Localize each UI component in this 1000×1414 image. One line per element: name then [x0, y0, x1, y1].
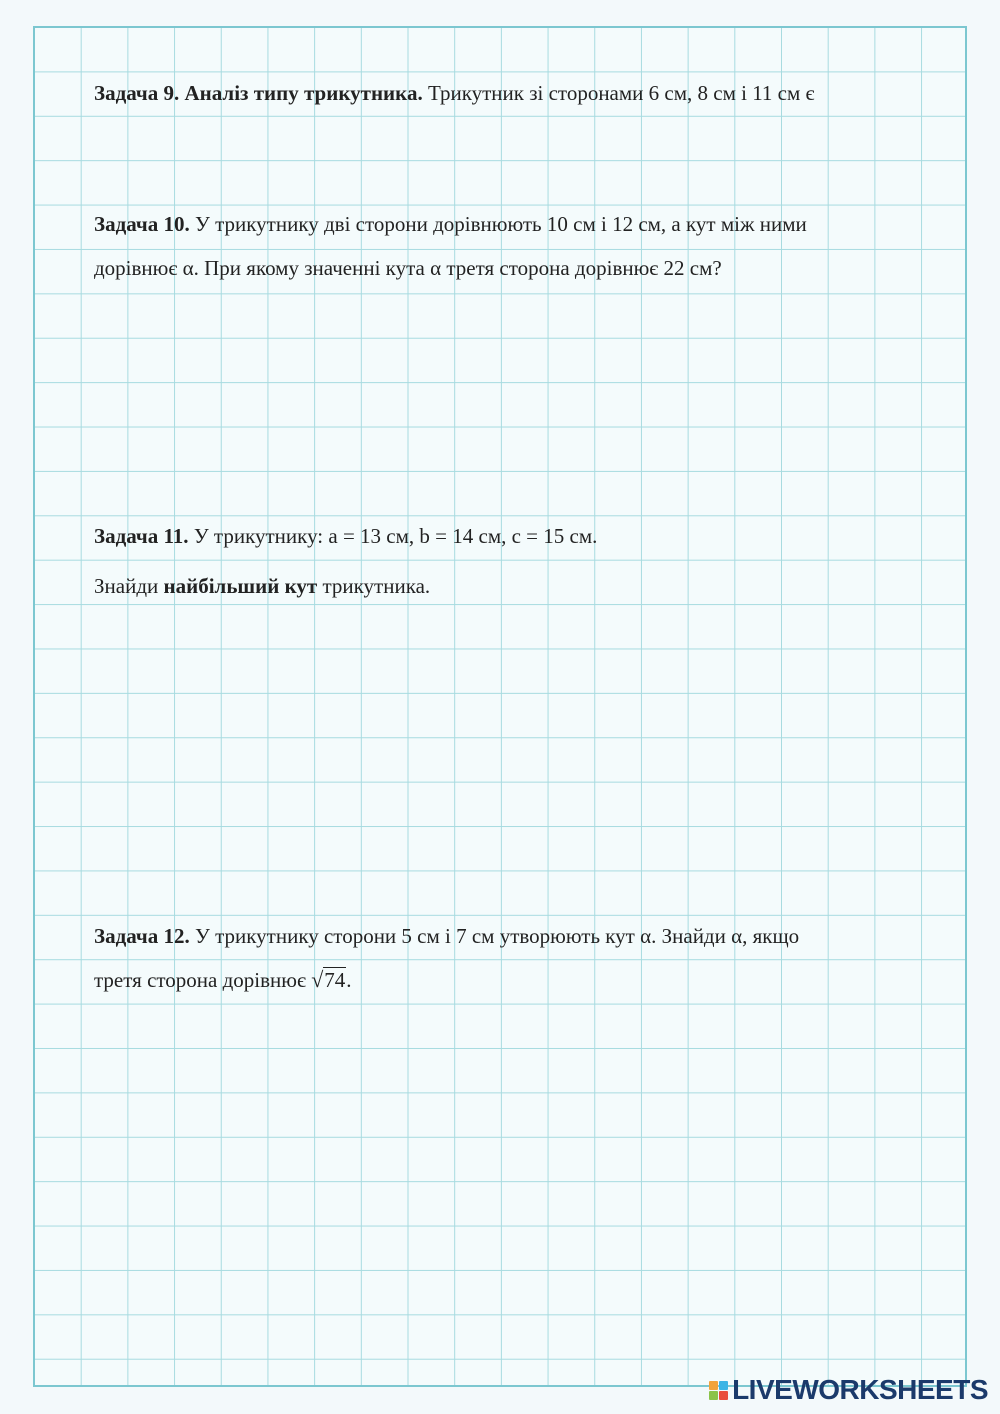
task-11-line2-bold: найбільший кут — [163, 574, 318, 598]
sqrt-icon: √ — [311, 967, 324, 992]
task-12-label: Задача 12. — [94, 924, 190, 948]
logo-squares-icon — [709, 1381, 728, 1400]
task-9-text: Трикутник зі сторонами 6 см, 8 см і 11 см є — [427, 81, 815, 105]
task-12 — [94, 914, 914, 1002]
task-11-label: Задача 11. — [94, 524, 189, 548]
task-12-line1: У трикутнику сторони 5 см і 7 см утворюють кут α. Знайди α, якщо — [194, 924, 800, 948]
sqrt-expression — [311, 958, 346, 1002]
task-10-label: Задача 10. — [94, 212, 190, 236]
logo-square-1 — [709, 1381, 718, 1390]
logo-square-3 — [709, 1391, 718, 1400]
task-10 — [94, 202, 914, 290]
task-11-line2-post: трикутника. — [322, 574, 431, 598]
liveworksheets-logo — [709, 1374, 988, 1406]
task-12-line2-pre: третя сторона дорівнює — [94, 968, 306, 992]
logo-square-2 — [719, 1381, 728, 1390]
task-9 — [94, 71, 914, 115]
task-11 — [94, 514, 914, 608]
task-9-title: Аналіз типу трикутника. — [184, 81, 423, 105]
logo-text: LIVEWORKSHEETS — [732, 1374, 988, 1405]
task-11-line1: У трикутнику: a = 13 см, b = 14 см, c = 15 см. — [193, 524, 598, 548]
sqrt-radicand: 74 — [324, 968, 346, 992]
task-9-label: Задача 9. — [94, 81, 180, 105]
task-10-line1: У трикутнику дві сторони дорівнюють 10 см і 12 см, а кут між ними — [194, 212, 807, 236]
logo-square-4 — [719, 1391, 728, 1400]
task-10-line2: дорівнює α. При якому значенні кута α третя сторона дорівнює 22 см? — [94, 256, 722, 280]
task-12-line2-post: . — [346, 968, 352, 992]
task-11-line2-pre: Знайди — [94, 574, 159, 598]
